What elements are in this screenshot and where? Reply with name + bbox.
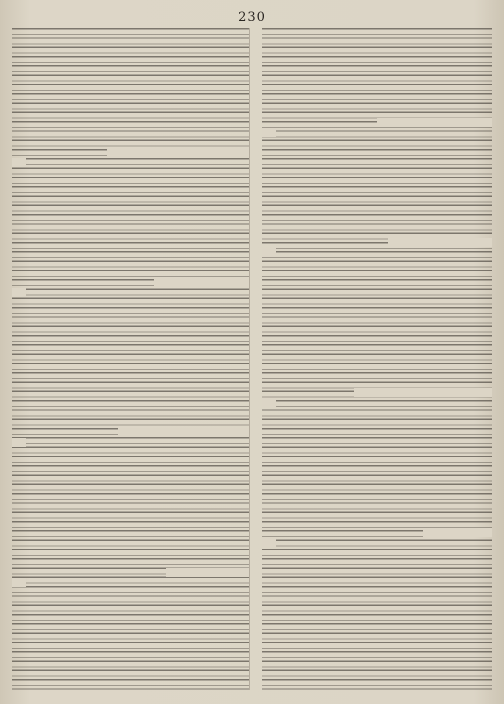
paragraph-end	[154, 278, 249, 287]
paragraph-end	[354, 388, 492, 397]
paragraph-indent	[262, 248, 276, 257]
paragraph-end	[423, 528, 492, 537]
paragraph-indent	[262, 538, 276, 547]
page-header	[12, 8, 492, 28]
page-number: 230	[238, 10, 266, 25]
paragraph-end	[388, 238, 492, 247]
text-lines-placeholder	[12, 28, 249, 690]
text-columns	[12, 28, 492, 690]
paragraph-indent	[262, 128, 276, 137]
paragraph-indent	[12, 578, 26, 587]
text-lines-placeholder	[262, 28, 493, 690]
text-column-right	[262, 28, 493, 690]
paragraph-indent	[12, 288, 26, 297]
text-column-left	[12, 28, 250, 690]
paragraph-end	[118, 428, 248, 437]
paragraph-indent	[262, 398, 276, 407]
paragraph-end	[166, 568, 249, 577]
paragraph-end	[107, 148, 249, 157]
paragraph-indent	[12, 158, 26, 167]
paragraph-end	[377, 118, 492, 127]
paragraph-indent	[12, 438, 26, 447]
